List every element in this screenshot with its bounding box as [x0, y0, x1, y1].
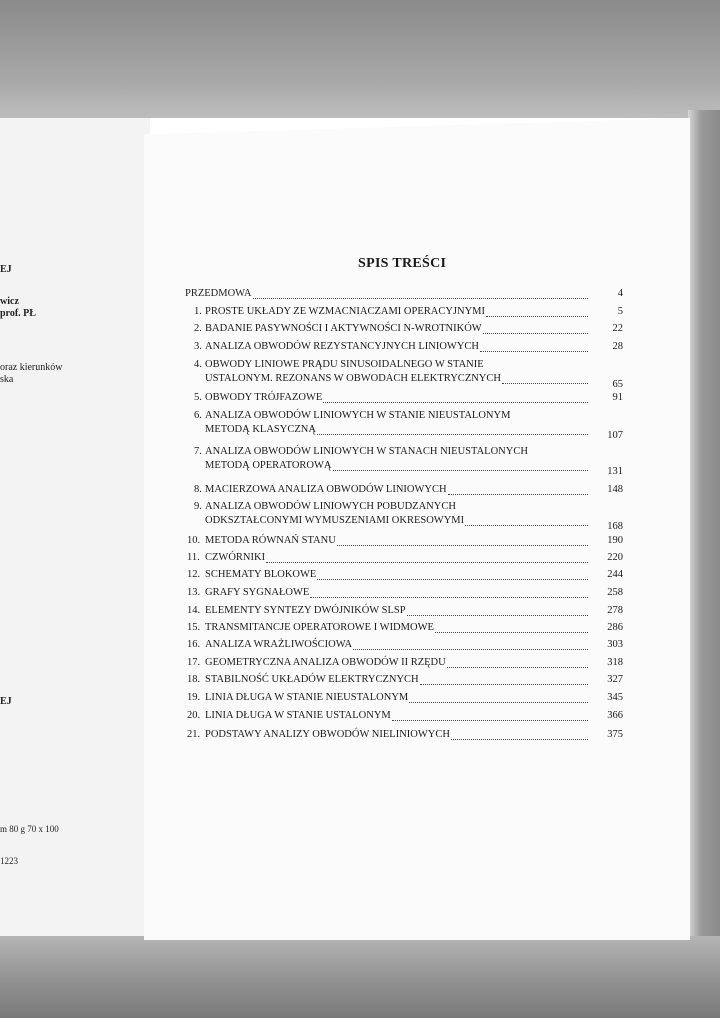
toc-entry-title: USTALONYM. REZONANS W OBWODACH ELEKTRYCZNYCH [205, 373, 501, 384]
left-page-fragment: wicz [0, 296, 19, 307]
toc-page-number: 28 [612, 341, 623, 352]
toc-entry-title: OBWODY LINIOWE PRĄDU SINUSOIDALNEGO W STANIE [205, 359, 484, 370]
toc-entry-title: LINIA DŁUGA W STANIE NIEUSTALONYM [205, 692, 409, 703]
toc-page-number: 65 [612, 379, 623, 390]
toc-leader [337, 545, 588, 546]
left-page-fragment: ska [0, 374, 14, 385]
scanner-background-bottom [0, 936, 720, 1018]
toc-entry-title: BADANIE PASYWNOŚCI I AKTYWNOŚCI N-WROTNIKÓW [205, 323, 482, 334]
toc-entry-number: 13. [187, 587, 201, 598]
toc-page-number: 327 [607, 674, 623, 685]
toc-leader [407, 615, 588, 616]
toc-entry-number: 17. [187, 657, 201, 668]
toc-entry-title: OBWODY TRÓJFAZOWE [205, 392, 323, 403]
toc-leader [502, 383, 588, 384]
toc-leader [323, 402, 588, 403]
toc-page-number: 5 [617, 306, 623, 317]
left-page-fragment: prof. PŁ [0, 308, 36, 319]
toc-entry-number: 5. [194, 392, 202, 403]
toc-page-number: 4 [617, 288, 623, 299]
toc-entry-title: ELEMENTY SYNTEZY DWÓJNIKÓW SLSP [205, 605, 406, 616]
scanner-background-right [688, 110, 720, 940]
toc-leader [409, 702, 588, 703]
toc-entry-number: 20. [187, 710, 201, 721]
toc-entry-number: 19. [187, 692, 201, 703]
toc-entry-number: 21. [187, 729, 201, 740]
toc-leader [451, 739, 588, 740]
toc-entry-title: STABILNOŚĆ UKŁADÓW ELEKTRYCZNYCH [205, 674, 419, 685]
toc-entry-number: 3. [194, 341, 202, 352]
left-page-fragment: EJ [0, 264, 12, 275]
toc-entry-number: 15. [187, 622, 201, 633]
toc-page-number: 131 [607, 466, 623, 477]
toc-page-number: 244 [607, 569, 623, 580]
toc-entry-title: METODĄ OPERATOROWĄ [205, 460, 332, 471]
toc-leader [448, 494, 588, 495]
toc-entry-title: PODSTAWY ANALIZY OBWODÓW NIELINIOWYCH [205, 729, 450, 740]
left-page-fragment: m 80 g 70 x 100 [0, 824, 59, 834]
toc-entry-title: METODĄ KLASYCZNĄ [205, 424, 316, 435]
toc-entry-number: 14. [187, 605, 201, 616]
scanner-background-top [0, 0, 720, 118]
toc-page-number: 168 [607, 521, 623, 532]
toc-page-number: 220 [607, 552, 623, 563]
toc-leader [435, 632, 588, 633]
toc-entry-title: ANALIZA OBWODÓW LINIOWYCH W STANIE NIEUSTALONYM [205, 410, 511, 421]
toc-leader [486, 316, 588, 317]
toc-page-number: 278 [607, 605, 623, 616]
toc-page-number: 286 [607, 622, 623, 633]
toc-leader [420, 684, 588, 685]
toc-preface-label: PRZEDMOWA [185, 288, 252, 299]
toc-page-number: 345 [607, 692, 623, 703]
left-page-fragment: EJ [0, 696, 12, 707]
toc-entry-title: MACIERZOWA ANALIZA OBWODÓW LINIOWYCH [205, 484, 447, 495]
toc-leader [447, 667, 588, 668]
toc-page-number: 258 [607, 587, 623, 598]
toc-leader [253, 298, 588, 299]
toc-page-number: 318 [607, 657, 623, 668]
toc-page-number: 366 [607, 710, 623, 721]
toc-page-number: 91 [612, 392, 623, 403]
toc-entry-title: GEOMETRYCZNA ANALIZA OBWODÓW II RZĘDU [205, 657, 446, 668]
toc-entry-number: 1. [194, 306, 202, 317]
toc-entry-number: 12. [187, 569, 201, 580]
toc-entry-title: ANALIZA WRAŻLIWOŚCIOWA [205, 639, 353, 650]
toc-page-number: 22 [612, 323, 623, 334]
left-page-fragment: oraz kierunków [0, 362, 63, 373]
toc-entry-number: 4. [194, 359, 202, 370]
toc-page-number: 303 [607, 639, 623, 650]
toc-leader [317, 434, 588, 435]
toc-entry-title: ANALIZA OBWODÓW REZYSTANCYJNYCH LINIOWYCH [205, 341, 479, 352]
toc-leader [353, 649, 588, 650]
left-page [0, 118, 150, 936]
toc-entry-title: PROSTE UKŁADY ZE WZMACNIACZAMI OPERACYJNYMI [205, 306, 486, 317]
toc-entry-title: GRAFY SYGNAŁOWE [205, 587, 310, 598]
toc-entry-title: ANALIZA OBWODÓW LINIOWYCH POBUDZANYCH [205, 501, 456, 512]
toc-entry-title: METODA RÓWNAŃ STANU [205, 535, 336, 546]
toc-page-number: 107 [607, 430, 623, 441]
toc-leader [392, 720, 588, 721]
toc-entry-title: SCHEMATY BLOKOWE [205, 569, 317, 580]
toc-leader [480, 351, 588, 352]
toc-entry-number: 7. [194, 446, 202, 457]
toc-page-number: 148 [607, 484, 623, 495]
toc-leader [465, 525, 588, 526]
toc-entry-number: 16. [187, 639, 201, 650]
toc-entry-title: LINIA DŁUGA W STANIE USTALONYM [205, 710, 391, 721]
toc-leader [310, 597, 588, 598]
toc-entry-number: 6. [194, 410, 202, 421]
toc-page-number: 375 [607, 729, 623, 740]
toc-entry-title: ODKSZTAŁCONYMI WYMUSZENIAMI OKRESOWYMI [205, 515, 465, 526]
left-page-fragment: 1223 [0, 856, 18, 866]
toc-entry-number: 8. [194, 484, 202, 495]
toc-entry-title: TRANSMITANCJE OPERATOROWE I WIDMOWE [205, 622, 434, 633]
toc-leader [317, 579, 588, 580]
toc-leader [266, 562, 588, 563]
toc-entry-title: CZWÓRNIKI [205, 552, 266, 563]
toc-page-number: 190 [607, 535, 623, 546]
toc-entry-number: 18. [187, 674, 201, 685]
toc-entry-title: ANALIZA OBWODÓW LINIOWYCH W STANACH NIEUSTALONYCH [205, 446, 528, 457]
toc-title: SPIS TREŚCI [358, 256, 447, 271]
toc-leader [483, 333, 588, 334]
toc-entry-number: 10. [187, 535, 201, 546]
toc-entry-number: 9. [194, 501, 202, 512]
toc-entry-number: 11. [187, 552, 200, 563]
toc-entry-number: 2. [194, 323, 202, 334]
toc-leader [333, 470, 589, 471]
